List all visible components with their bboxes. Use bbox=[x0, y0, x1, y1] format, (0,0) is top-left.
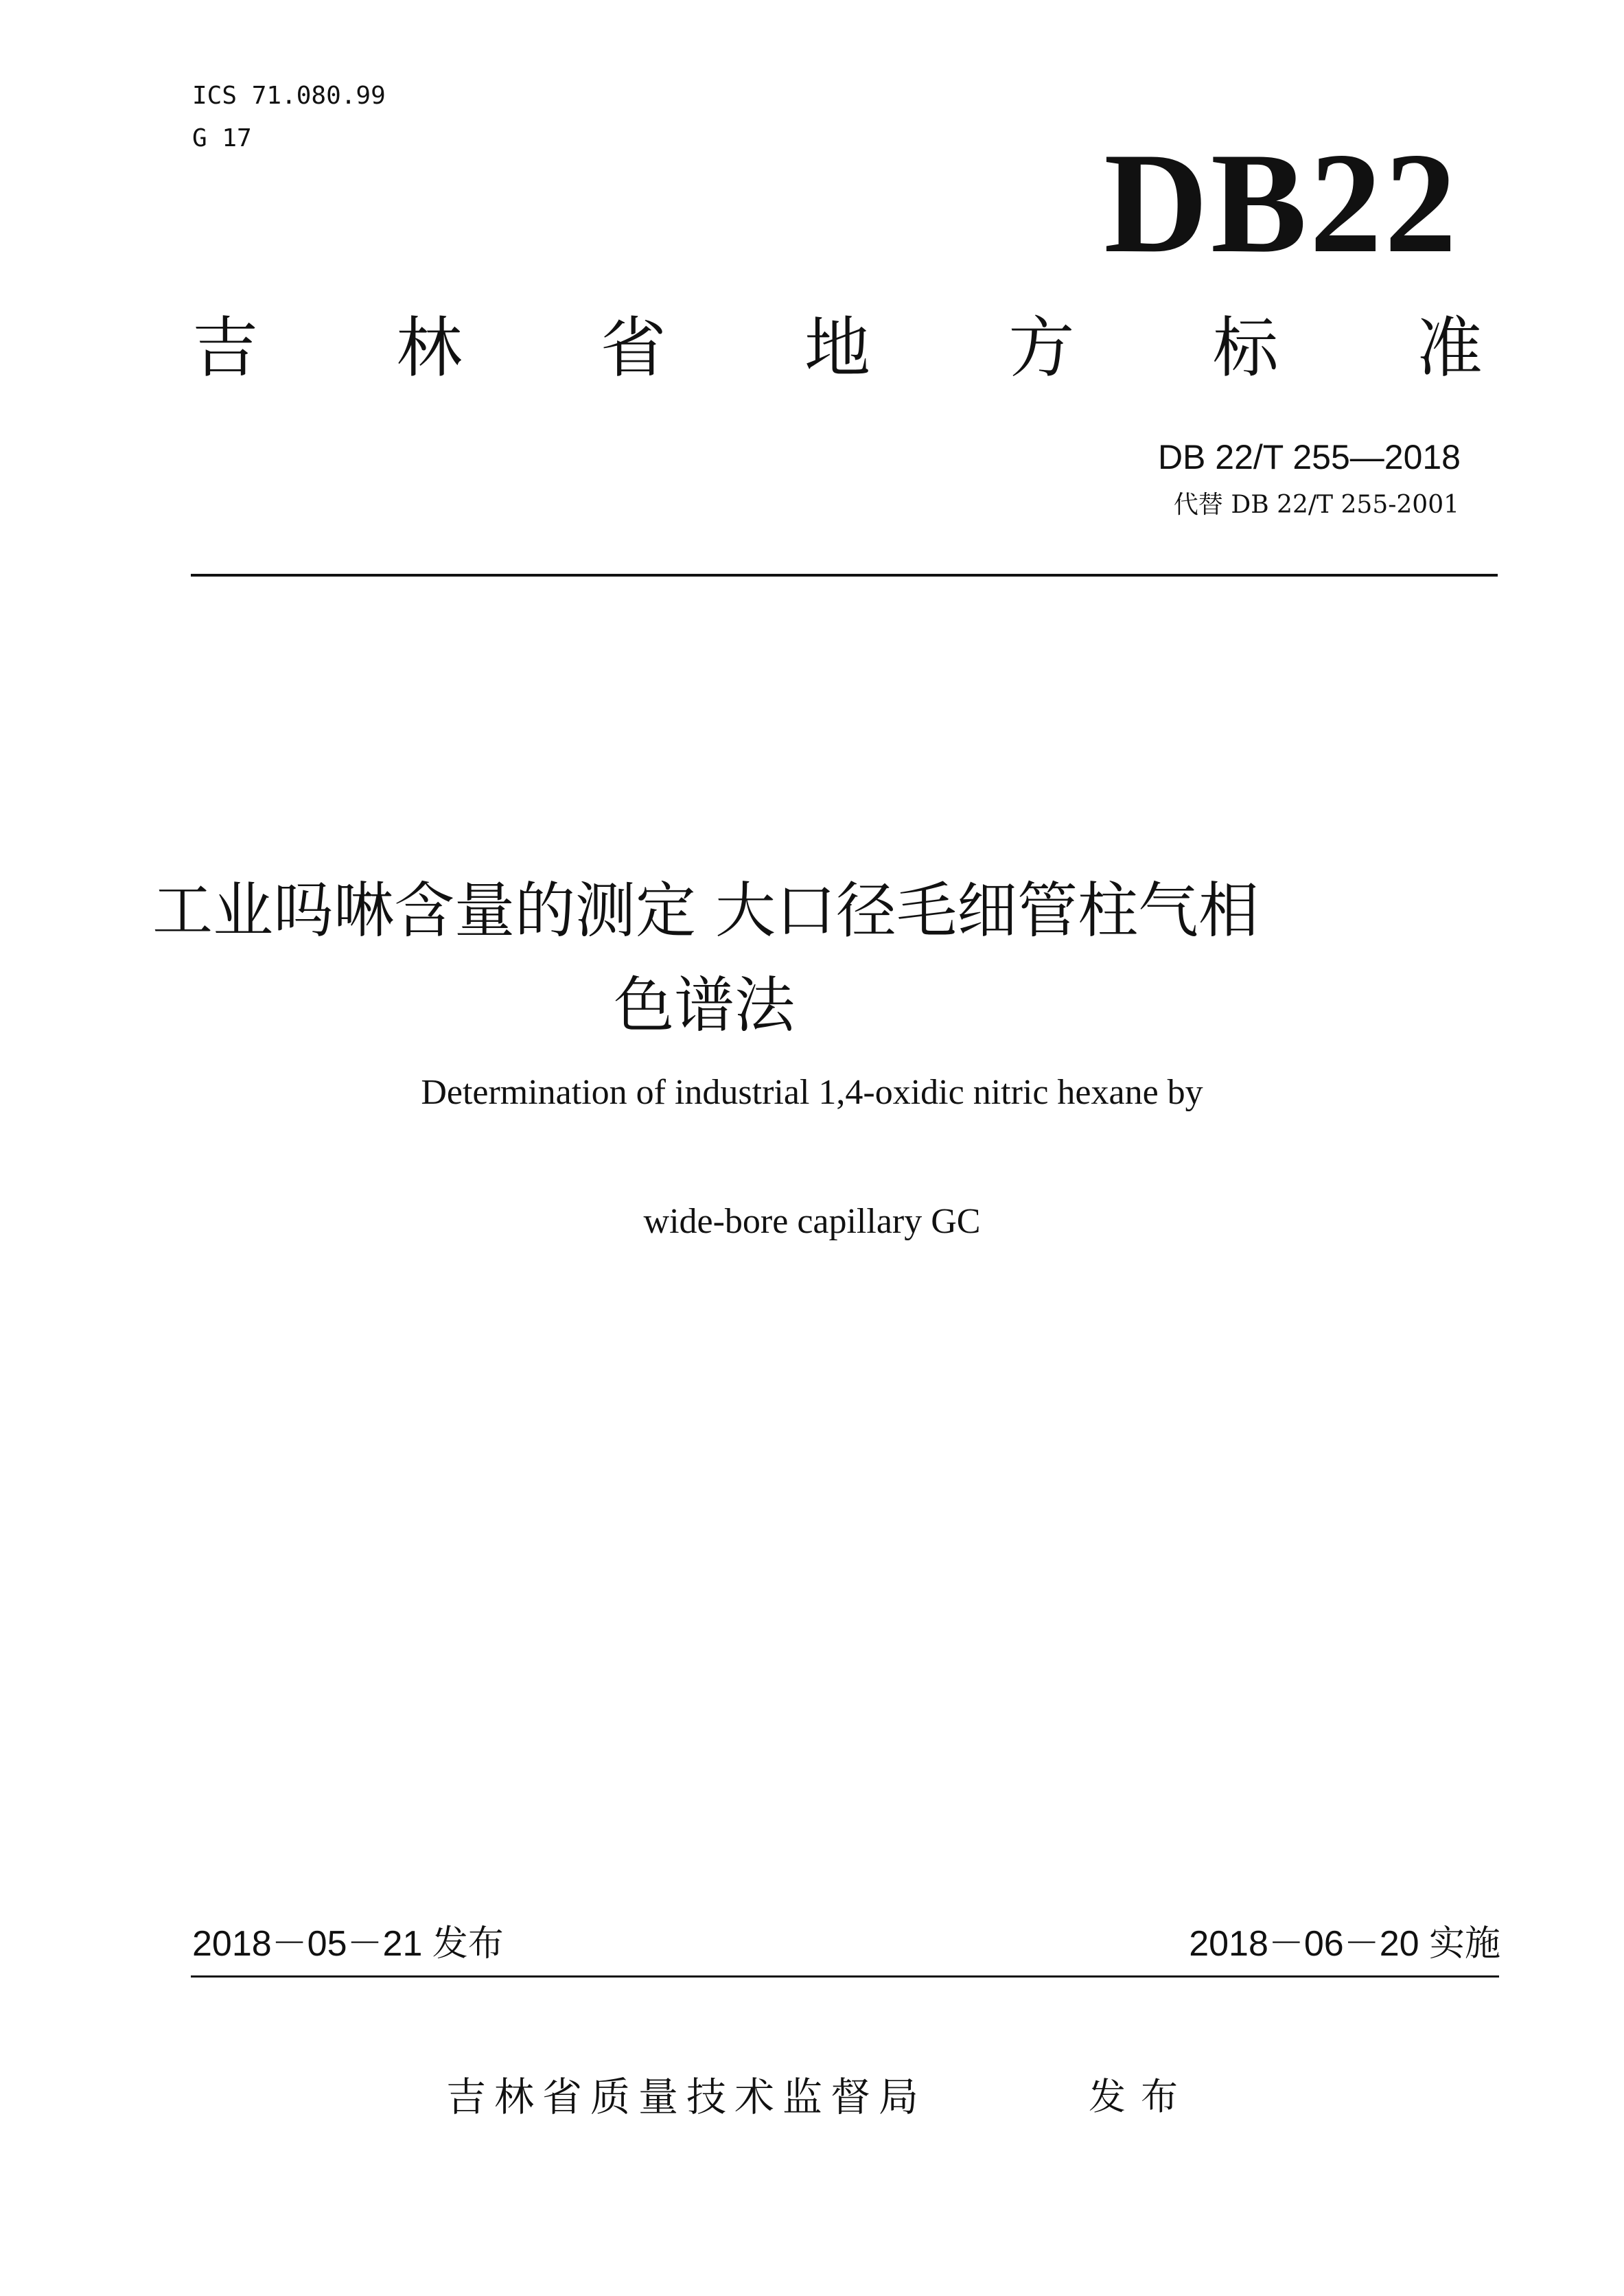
standard-type-char: 省 bbox=[600, 310, 666, 386]
standard-type-char: 地 bbox=[804, 310, 870, 386]
ics-code: ICS 71.080.99 bbox=[192, 82, 386, 110]
title-chinese-line-1: 工业吗啉含量的测定 大口径毛细管柱气相 bbox=[152, 875, 1259, 946]
publish-label: 发布 bbox=[1089, 2075, 1193, 2118]
title-chinese-line-2: 色谱法 bbox=[614, 970, 796, 1041]
standard-type-char: 吉 bbox=[192, 310, 258, 386]
title-english-line-1: Determination of industrial 1,4-oxidic nitric hexane by bbox=[421, 1073, 1203, 1112]
standard-type-heading bbox=[192, 310, 1483, 386]
ccs-code: G 17 bbox=[192, 124, 252, 152]
standard-type-char: 准 bbox=[1416, 310, 1483, 386]
publishing-authority: 吉林省质量技术监督局 bbox=[446, 2074, 927, 2120]
standard-type-char: 方 bbox=[1008, 310, 1075, 386]
implementation-date: 2018－06－20 实施 bbox=[1189, 1924, 1500, 1964]
standard-type-char: 标 bbox=[1212, 310, 1279, 386]
db22-logo: DB22 bbox=[1104, 124, 1459, 283]
standard-type-char: 林 bbox=[396, 310, 463, 386]
title-english-line-2: wide-bore capillary GC bbox=[643, 1202, 981, 1241]
standard-number: DB 22/T 255—2018 bbox=[1157, 438, 1461, 476]
replaces-standard: 代替 DB 22/T 255-2001 bbox=[1173, 491, 1459, 519]
top-divider bbox=[191, 574, 1498, 577]
bottom-divider bbox=[191, 1975, 1499, 1978]
issue-date: 2018－05－21 发布 bbox=[192, 1924, 504, 1964]
